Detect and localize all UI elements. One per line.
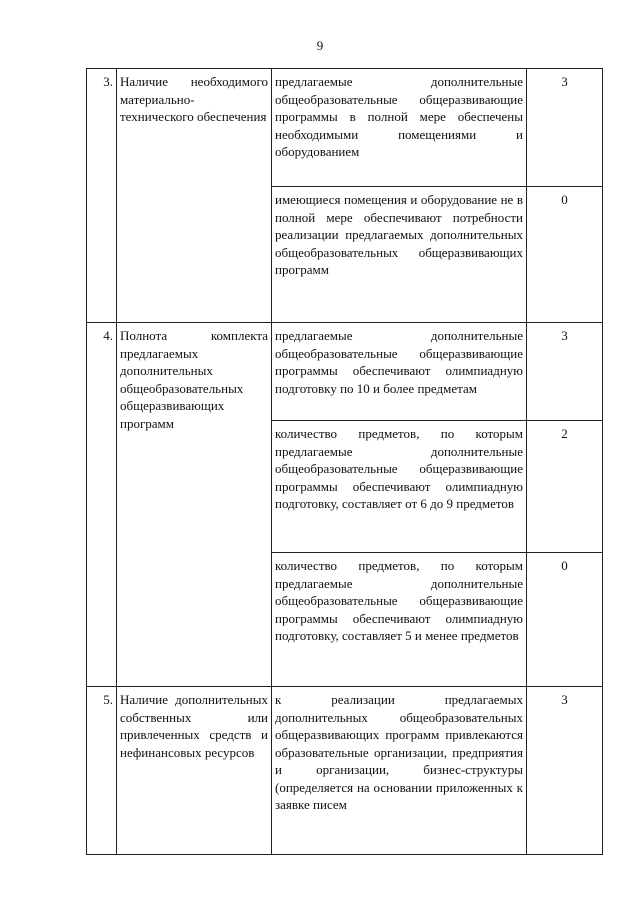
row-number: 5. <box>87 687 117 855</box>
row-number: 3. <box>87 69 117 323</box>
criterion-name: Наличие дополнительных собственных или привлеченных средств и нефинансовых ресурсов <box>117 687 272 855</box>
option-description: предлагаемые дополнительные общеобразовательные общеразвивающие программы в полной мере обеспечены необходимыми помещениями и оборудованием <box>272 69 527 187</box>
option-description: количество предметов, по которым предлагаемые дополнительные общеобразовательные общеразвивающие программы обеспечивают олимпиадную подготовку, составляет от 6 до 9 предметов <box>272 421 527 553</box>
row-number: 4. <box>87 323 117 687</box>
option-description: имеющиеся помещения и оборудование не в полной мере обеспечивают потребности реализации предлагаемых дополнительных общеобразовательных общеразвивающих программ <box>272 187 527 323</box>
option-description: к реализации предлагаемых дополнительных общеобразовательных общеразвивающих программ привлекаются образовательные организации, предприятия и организации, бизнес-структуры (определяется на основании приложенных к заявке писем <box>272 687 527 855</box>
criterion-name: Полнота комплекта предлагаемых дополнительных общеобразовательных общеразвивающих программ <box>117 323 272 687</box>
option-score: 3 <box>527 687 603 855</box>
option-description: предлагаемые дополнительные общеобразовательные общеразвивающие программы обеспечивают олимпиадную подготовку по 10 и более предметам <box>272 323 527 421</box>
option-score: 3 <box>527 69 603 187</box>
option-description: количество предметов, по которым предлагаемые дополнительные общеобразовательные общеразвивающие программы обеспечивают олимпиадную подготовку, составляет 5 и менее предметов <box>272 553 527 687</box>
option-score: 2 <box>527 421 603 553</box>
table-row <box>87 687 603 855</box>
page-number: 9 <box>316 38 324 53</box>
option-score: 0 <box>527 553 603 687</box>
table-row <box>87 323 603 421</box>
table-row <box>87 69 603 187</box>
criteria-table <box>86 68 603 855</box>
criterion-name: Наличие необходимого материально-технического обеспечения <box>117 69 272 323</box>
option-score: 3 <box>527 323 603 421</box>
option-score: 0 <box>527 187 603 323</box>
